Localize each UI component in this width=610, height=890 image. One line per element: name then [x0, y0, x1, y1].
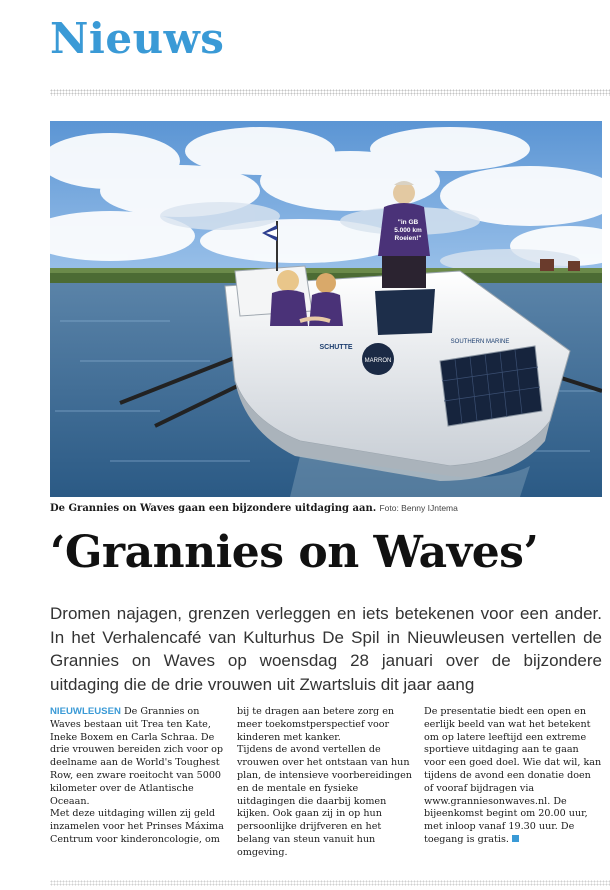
- dateline: NIEUWLEUSEN: [50, 706, 121, 717]
- photo-caption: [50, 502, 602, 515]
- photo-credit: Foto: Benny IJntema: [379, 503, 458, 513]
- article-headline: ‘Grannies on Waves’: [50, 527, 539, 578]
- body-column-2-text: bij te dragen aan betere zorg en meer toekomstperspectief voor kinderen met kanker. Tijdens de avond vertellen de vrouwen over het ontstaan van hun plan, de intensieve voorbereidingen en de mentale en fysieke uitdagingen die daarbij komen kijken. Ook gaan zij in op hun persoonlijke drijfveren en het belang van steun vanuit hun omgeving.: [237, 706, 412, 858]
- caption-text: De Grannies on Waves gaan een bijzondere uitdaging aan.: [50, 503, 377, 514]
- body-column-1: [50, 706, 228, 860]
- header-divider: [50, 89, 610, 96]
- body-column-3: [424, 706, 602, 860]
- article-end-mark: [512, 835, 519, 842]
- shirt-text-line-3: Roeien!": [394, 235, 422, 242]
- hull-logo-schutte: SCHUTTE: [319, 344, 353, 351]
- section-title: Nieuws: [50, 14, 225, 63]
- article-body: [50, 706, 602, 860]
- body-column-3-text: De presentatie biedt een open en eerlijk beeld van wat het betekent om op latere leeftijd een extreme sportieve uitdaging aan te gaan voor een goed doel. Wie dat wil, kan tijdens de avond een donatie doen of vooraf bijdragen via www.granniesonwaves.nl. De bijeenkomst begint om 20.00 uur, met inloop vanaf 19.30 uur. De toegang is gratis.: [424, 706, 602, 845]
- shirt-text-line-1: "in GB: [397, 219, 419, 226]
- body-column-1-text: De Grannies on Waves bestaan uit Trea ten Kate, Ineke Boxem en Carla Schraa. De drie vrouwen bereiden zich voor op deelname aan de World's Toughest Row, een zware roeitocht van 5000 kilometer over de Atlantische Oceaan. Met deze uitdaging willen zij geld inzamelen voor het Prinses Máxima Centrum voor kinderoncologie, om: [50, 706, 224, 845]
- footer-divider: [50, 880, 610, 886]
- article-photo: [50, 121, 602, 497]
- article-intro: Dromen najagen, grenzen verleggen en iets betekenen voor een ander. In het Verhalencafé van Kulturhus De Spil in Nieuwleusen vertellen de Grannies on Waves op woensdag 28 januari over de bijzondere uitdaging die de drie vrouwen uit Zwartsluis dit jaar aang: [50, 604, 602, 694]
- hull-logo-marine: SOUTHERN MARINE: [450, 339, 510, 345]
- hull-logo-marron: MARRON: [364, 358, 392, 364]
- body-column-2: [237, 706, 415, 860]
- shirt-text-line-2: 5.000 km: [394, 227, 422, 234]
